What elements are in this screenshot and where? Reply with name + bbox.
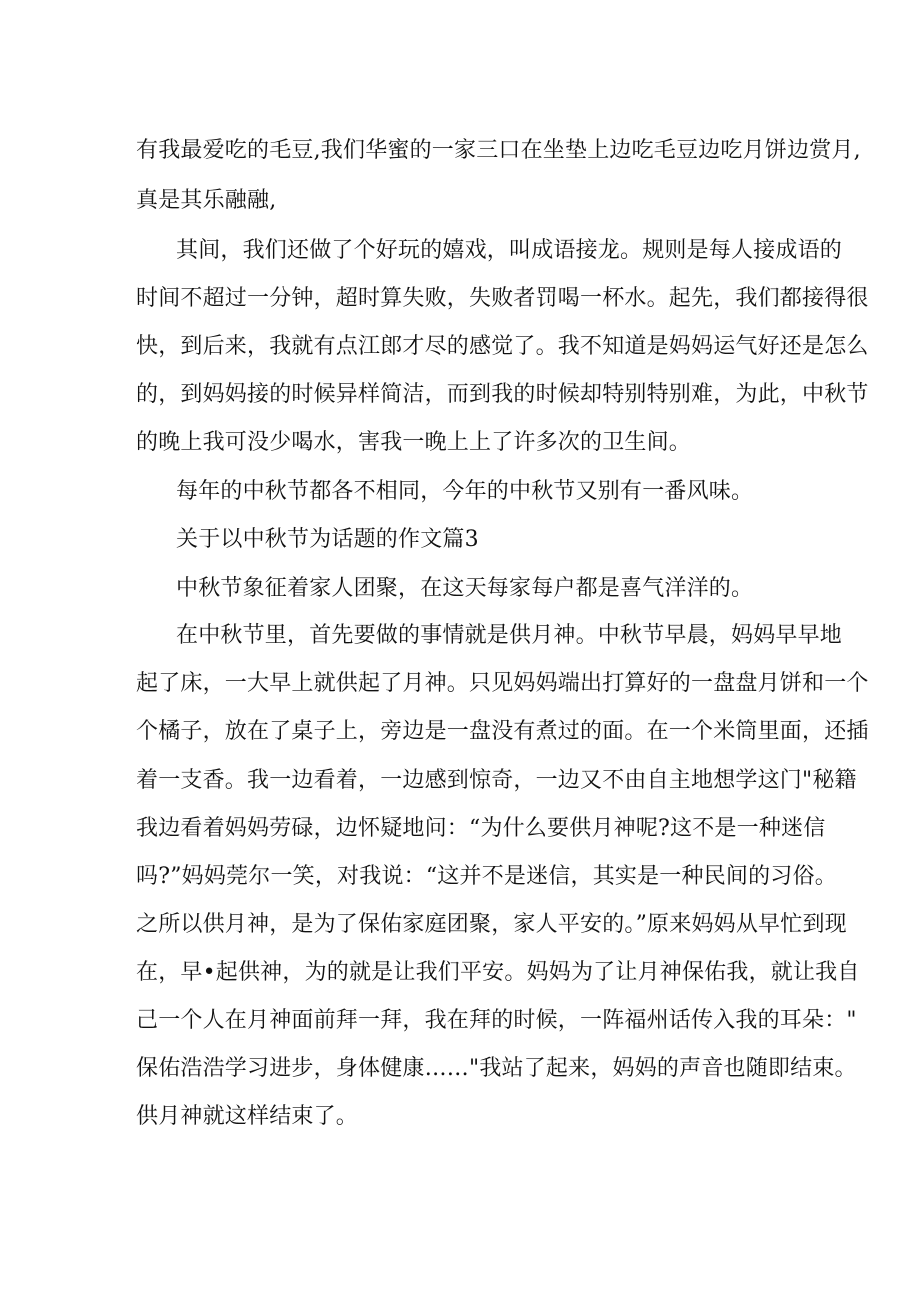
text-line: 着一支香。我一边看着，一边感到惊奇，一边又不由自主地想学这门"秘籍 (136, 768, 857, 793)
text-line: 的晚上我可没少喝水，害我一晚上上了许多次的卫生间。 (136, 430, 692, 455)
text-line: 在中秋节里，首先要做的事情就是供月神。中秋节早晨，妈妈早早地 (176, 623, 843, 648)
text-line: 其间，我们还做了个好玩的嬉戏，叫成语接龙。规则是每人接成语的 (176, 238, 843, 263)
text-line: 我边看着妈妈劳碌，边怀疑地问：“为什么要供月神呢?这不是一种迷信 (136, 816, 826, 841)
text-line: 之所以供月神，是为了保佑家庭团聚，家人平安的。”原来妈妈从早忙到现 (136, 912, 847, 937)
section-heading: 关于以中秋节为话题的作文篇3 (176, 527, 479, 552)
text-line: 供月神就这样结束了。 (136, 1104, 359, 1129)
text-line: 在，早•起供神，为的就是让我们平安。妈妈为了让月神保佑我，就让我自 (136, 960, 860, 985)
text-line: 己一个人在月神面前拜一拜，我在拜的时候，一阵福州话传入我的耳朵：" (136, 1008, 857, 1033)
text-line: 每年的中秋节都各不相同，今年的中秋节又别有一番风味。 (176, 479, 754, 504)
text-line: 时间不超过一分钟，超时算失败，失败者罚喝一杯水。起先，我们都接得很 (136, 286, 869, 311)
text-line: 有我最爱吃的毛豆,我们华蜜的一家三口在坐垫上边吃毛豆边吃月饼边赏月, (136, 138, 861, 163)
text-line: 个橘子，放在了桌子上，旁边是一盘没有煮过的面。在一个米筒里面，还插 (136, 719, 869, 744)
text-line: 吗?”妈妈莞尔一笑，对我说：“这并不是迷信，其实是一种民间的习俗。 (136, 864, 837, 889)
text-line: 的，到妈妈接的时候异样简洁，而到我的时候却特别特别难，为此，中秋节 (136, 382, 869, 407)
text-line: 保佑浩浩学习进步，身体健康……"我站了起来，妈妈的声音也随即结束。 (136, 1056, 857, 1081)
text-line: 真是其乐融融, (136, 188, 277, 213)
text-line: 中秋节象征着家人团聚，在这天每家每户都是喜气洋洋的。 (176, 576, 754, 601)
text-line: 起了床，一大早上就供起了月神。只见妈妈端出打算好的一盘盘月饼和一个 (136, 671, 869, 696)
text-line: 快，到后来，我就有点江郎才尽的感觉了。我不知道是妈妈运气好还是怎么 (136, 334, 869, 359)
